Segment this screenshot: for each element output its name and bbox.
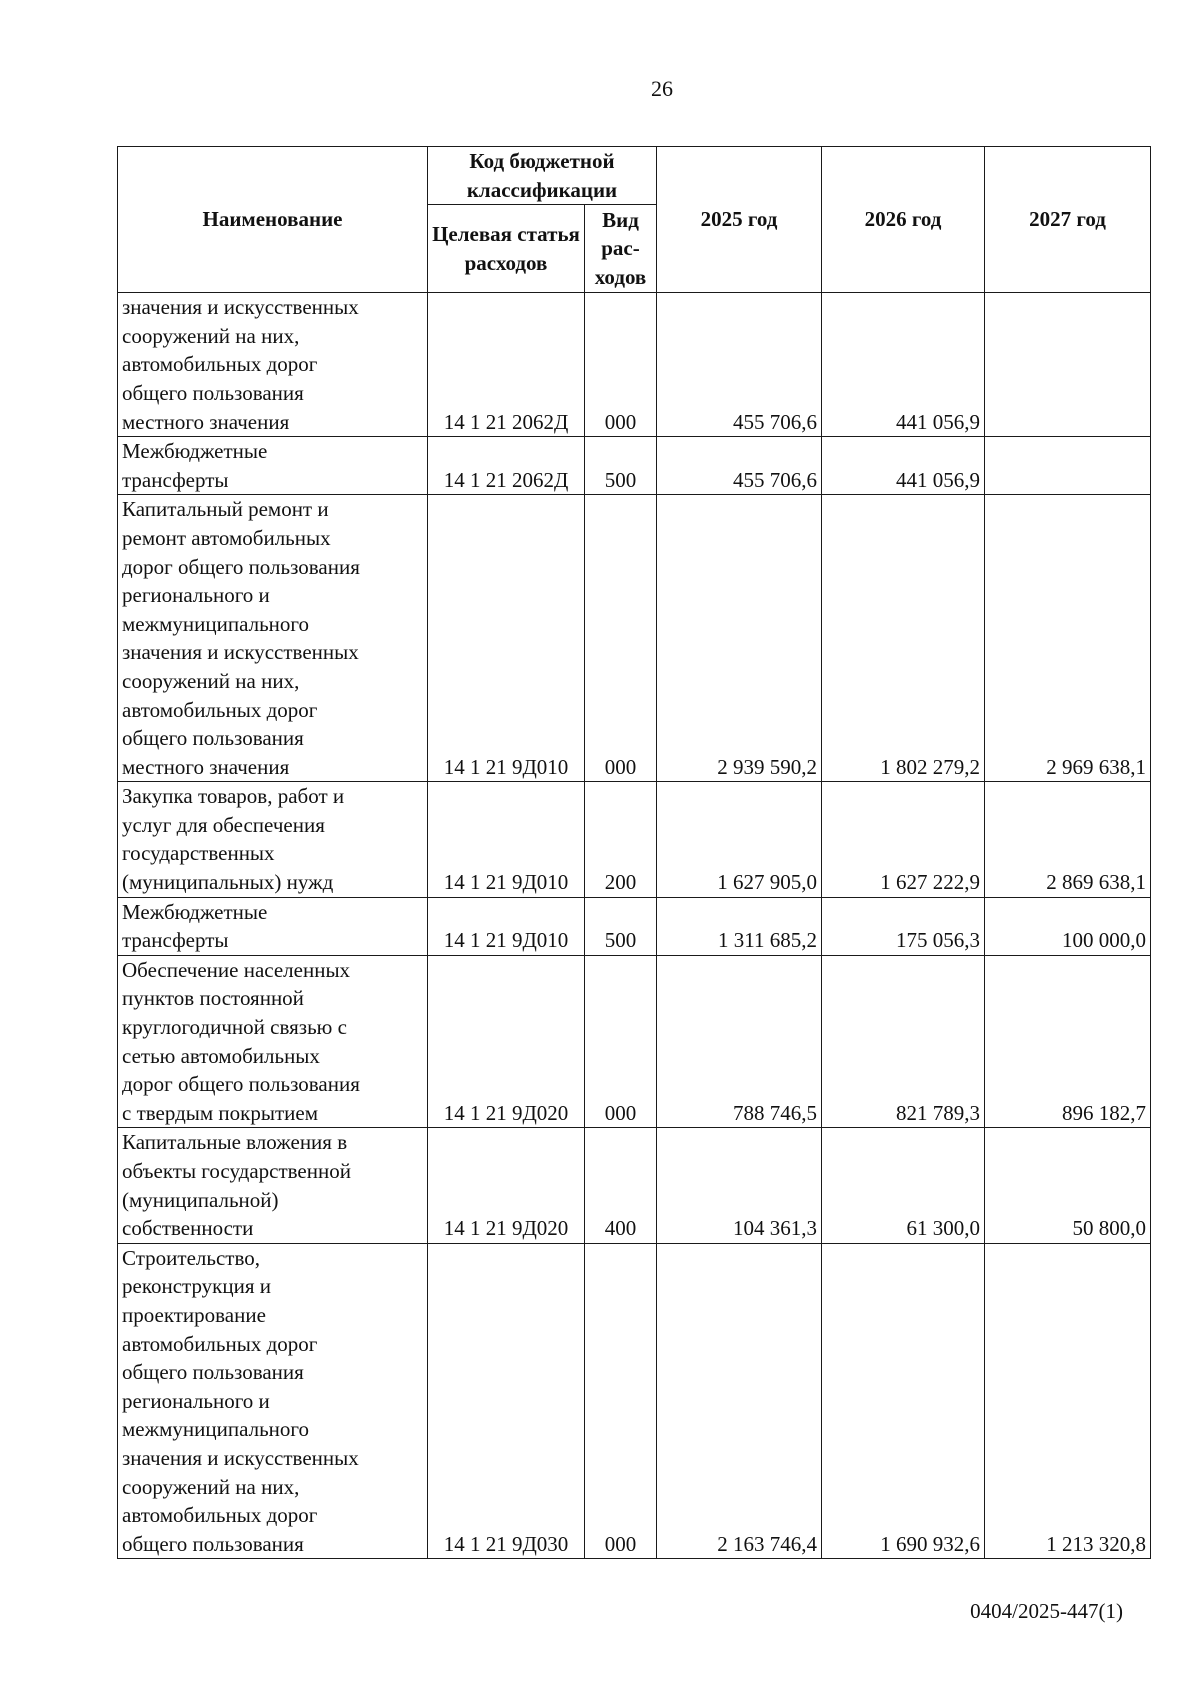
table-header [118, 147, 1151, 293]
row-value-2025: 2 939 590,2 [657, 495, 822, 782]
row-expense-type: 500 [585, 437, 657, 495]
row-value-2027: 896 182,7 [985, 955, 1151, 1128]
row-target-article: 14 1 21 9Д010 [428, 782, 585, 897]
row-value-2026: 441 056,9 [822, 437, 985, 495]
row-target-article: 14 1 21 9Д030 [428, 1243, 585, 1559]
row-target-article: 14 1 21 2062Д [428, 437, 585, 495]
table-row [118, 495, 1151, 782]
row-name: значения и искусственных сооружений на них, автомобильных дорог общего пользования местного значения [118, 293, 428, 437]
table-row [118, 293, 1151, 437]
row-target-article: 14 1 21 9Д020 [428, 1128, 585, 1243]
row-value-2025: 2 163 746,4 [657, 1243, 822, 1559]
row-value-2027: 50 800,0 [985, 1128, 1151, 1243]
row-value-2026: 821 789,3 [822, 955, 985, 1128]
row-value-2026: 61 300,0 [822, 1128, 985, 1243]
row-value-2027: 2 969 638,1 [985, 495, 1151, 782]
row-expense-type: 400 [585, 1128, 657, 1243]
row-expense-type: 000 [585, 293, 657, 437]
row-value-2027: 1 213 320,8 [985, 1243, 1151, 1559]
row-name: Закупка товаров, работ и услуг для обеспечения государственных (муниципальных) нужд [118, 782, 428, 897]
row-name: Обеспечение населенных пунктов постоянной круглогодичной связью с сетью автомобильных дорог общего пользования с твердым покрытием [118, 955, 428, 1128]
row-value-2026: 1 802 279,2 [822, 495, 985, 782]
table-row [118, 1243, 1151, 1559]
row-value-2026: 441 056,9 [822, 293, 985, 437]
row-name: Строительство, реконструкция и проектирование автомобильных дорог общего пользования регионального и межмуниципального значения и искусственных сооружений на них, автомобильных дорог общего пользования [118, 1243, 428, 1559]
document-code: 0404/2025-447(1) [970, 1599, 1123, 1623]
row-value-2025: 788 746,5 [657, 955, 822, 1128]
table-row [118, 437, 1151, 495]
row-name: Межбюджетные трансферты [118, 897, 428, 955]
budget-table [117, 146, 1151, 1559]
row-value-2026: 1 690 932,6 [822, 1243, 985, 1559]
table-row [118, 782, 1151, 897]
row-expense-type: 000 [585, 955, 657, 1128]
row-expense-type: 200 [585, 782, 657, 897]
row-target-article: 14 1 21 9Д010 [428, 495, 585, 782]
row-value-2026: 175 056,3 [822, 897, 985, 955]
row-value-2027: 100 000,0 [985, 897, 1151, 955]
row-value-2025: 104 361,3 [657, 1128, 822, 1243]
row-name: Капитальные вложения в объекты государственной (муниципальной) собственности [118, 1128, 428, 1243]
header-target-article: Целевая статья расходов [428, 205, 585, 293]
page-number: 26 [651, 76, 673, 101]
header-2026: 2026 год [822, 147, 985, 293]
header-name: Наименование [118, 147, 428, 293]
table-row [118, 955, 1151, 1128]
row-value-2026: 1 627 222,9 [822, 782, 985, 897]
row-value-2025: 1 627 905,0 [657, 782, 822, 897]
row-value-2025: 455 706,6 [657, 437, 822, 495]
row-value-2025: 1 311 685,2 [657, 897, 822, 955]
table-row [118, 897, 1151, 955]
row-value-2025: 455 706,6 [657, 293, 822, 437]
row-value-2027: 2 869 638,1 [985, 782, 1151, 897]
row-target-article: 14 1 21 2062Д [428, 293, 585, 437]
row-name: Капитальный ремонт и ремонт автомобильных дорог общего пользования регионального и межмуниципального значения и искусственных сооружений на них, автомобильных дорог общего пользования местного значения [118, 495, 428, 782]
row-value-2027 [985, 437, 1151, 495]
row-expense-type: 000 [585, 495, 657, 782]
table-body [118, 293, 1151, 1559]
header-2027: 2027 год [985, 147, 1151, 293]
row-expense-type: 500 [585, 897, 657, 955]
row-target-article: 14 1 21 9Д020 [428, 955, 585, 1128]
header-code-group: Код бюджетной классификации [428, 147, 657, 205]
header-expense-type: Вид рас-ходов [585, 205, 657, 293]
row-target-article: 14 1 21 9Д010 [428, 897, 585, 955]
table-row [118, 1128, 1151, 1243]
row-value-2027 [985, 293, 1151, 437]
header-2025: 2025 год [657, 147, 822, 293]
row-name: Межбюджетные трансферты [118, 437, 428, 495]
row-expense-type: 000 [585, 1243, 657, 1559]
